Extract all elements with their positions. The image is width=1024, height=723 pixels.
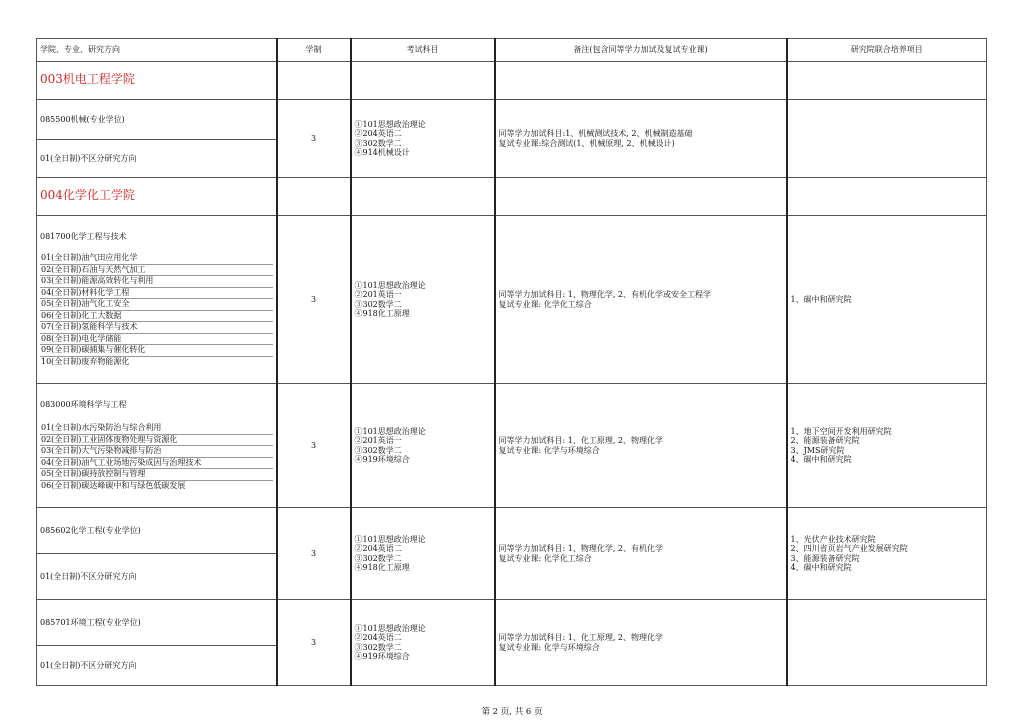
direction-item: 08(全日制)电化学储能 (40, 334, 273, 346)
major-cell (37, 216, 277, 384)
major-row (37, 384, 987, 508)
major-exams: ①101思想政治理论 ②201英语一 ③302数学二 ④918化工原理 (351, 216, 495, 384)
header-row (37, 39, 987, 62)
header-projects: 研究院联合培养项目 (787, 39, 987, 62)
direction-item: 04(全日制)油气工业场地污染成因与治理技术 (40, 458, 273, 470)
direction-item: 02(全日制)工业固体废物处理与资源化 (40, 435, 273, 447)
direction-item: 10(全日制)废弃物能源化 (41, 356, 130, 366)
major-years: 3 (277, 600, 351, 686)
direction-item: 01(全日制)水污染防治与综合利用 (40, 423, 273, 435)
major-notes: 同等学力加试科目: 1、物理化学, 2、有机化学或安全工程学 复试专业课: 化学化工综合 (495, 216, 787, 384)
college-name: 003机电工程学院 (37, 62, 277, 100)
major-exams: ①101思想政治理论 ②204英语二 ③302数学二 ④914机械设计 (351, 100, 495, 178)
direction-item: 09(全日制)碳捕集与催化转化 (40, 345, 273, 357)
college-row (37, 62, 987, 100)
major-projects (787, 600, 987, 686)
header-years: 学制 (277, 39, 351, 62)
direction-item: 01(全日制)不区分研究方向 (37, 140, 277, 178)
direction-item: 01(全日制)不区分研究方向 (37, 554, 277, 600)
direction-item: 06(全日制)化工大数据 (40, 311, 273, 323)
major-notes: 同等学力加试科目: 1、化工原理, 2、物理化学 复试专业课: 化学与环境综合 (495, 384, 787, 508)
major-exams: ①101思想政治理论 ②204英语二 ③302数学二 ④919环境综合 (351, 600, 495, 686)
major-exams: ①101思想政治理论 ②204英语二 ③302数学二 ④918化工原理 (351, 508, 495, 600)
direction-item: 02(全日制)石油与天然气加工 (40, 265, 273, 277)
college-row (37, 178, 987, 216)
admissions-table (36, 38, 987, 686)
major-years: 3 (277, 384, 351, 508)
major-row (37, 100, 987, 140)
major-title: 083000环境科学与工程 (40, 399, 127, 409)
major-years: 3 (277, 100, 351, 178)
major-years: 3 (277, 508, 351, 600)
major-exams: ①101思想政治理论 ②201英语一 ③302数学二 ④919环境综合 (351, 384, 495, 508)
major-title: 085500机械(专业学位) (37, 100, 277, 140)
major-title: 081700化学工程与技术 (40, 231, 127, 241)
major-title: 085602化学工程(专业学位) (37, 508, 277, 554)
major-title: 085701环境工程(专业学位) (37, 600, 277, 646)
header-exams: 考试科目 (351, 39, 495, 62)
major-notes: 同等学力加试科目: 1、化工原理, 2、物理化学 复试专业课: 化学与环境综合 (495, 600, 787, 686)
major-projects: 1、碳中和研究院 (787, 216, 987, 384)
major-row (37, 600, 987, 646)
direction-item: 01(全日制)油气田应用化学 (40, 253, 273, 265)
direction-item: 06(全日制)碳达峰碳中和与绿色低碳发展 (41, 480, 186, 490)
major-row (37, 216, 987, 384)
major-projects (787, 100, 987, 178)
major-years: 3 (277, 216, 351, 384)
direction-item: 03(全日制)大气污染物减排与防治 (40, 446, 273, 458)
header-notes: 备注(包含同等学力加试及复试专业课) (495, 39, 787, 62)
header-college-major: 学院、专业、研究方向 (37, 39, 277, 62)
major-notes: 同等学力加试科目: 1、物理化学, 2、有机化学 复试专业课: 化学化工综合 (495, 508, 787, 600)
major-cell (37, 384, 277, 508)
direction-item: 01(全日制)不区分研究方向 (37, 646, 277, 686)
direction-item: 07(全日制)氢能科学与技术 (40, 322, 273, 334)
page-footer: 第 2 页, 共 6 页 (481, 707, 543, 717)
major-projects: 1、光伏产业技术研究院 2、四川省页岩气产业发展研究院 3、能源装备研究院 4、碳中和研究院 (787, 508, 987, 600)
major-row (37, 508, 987, 554)
direction-item: 03(全日制)能源高效转化与利用 (40, 276, 273, 288)
direction-item: 05(全日制)油气化工安全 (40, 299, 273, 311)
college-name: 004化学化工学院 (37, 178, 277, 216)
direction-item: 05(全日制)碳持放控制与管理 (40, 469, 273, 481)
direction-item: 04(全日制)材料化学工程 (40, 288, 273, 300)
major-projects: 1、地下空间开发利用研究院 2、能源装备研究院 3、JMS研究院 4、碳中和研究院 (787, 384, 987, 508)
major-notes: 同等学力加试科目:1、机械测试技术, 2、机械制造基础 复试专业课:综合测试(1、机械原理, 2、机械设计) (495, 100, 787, 178)
